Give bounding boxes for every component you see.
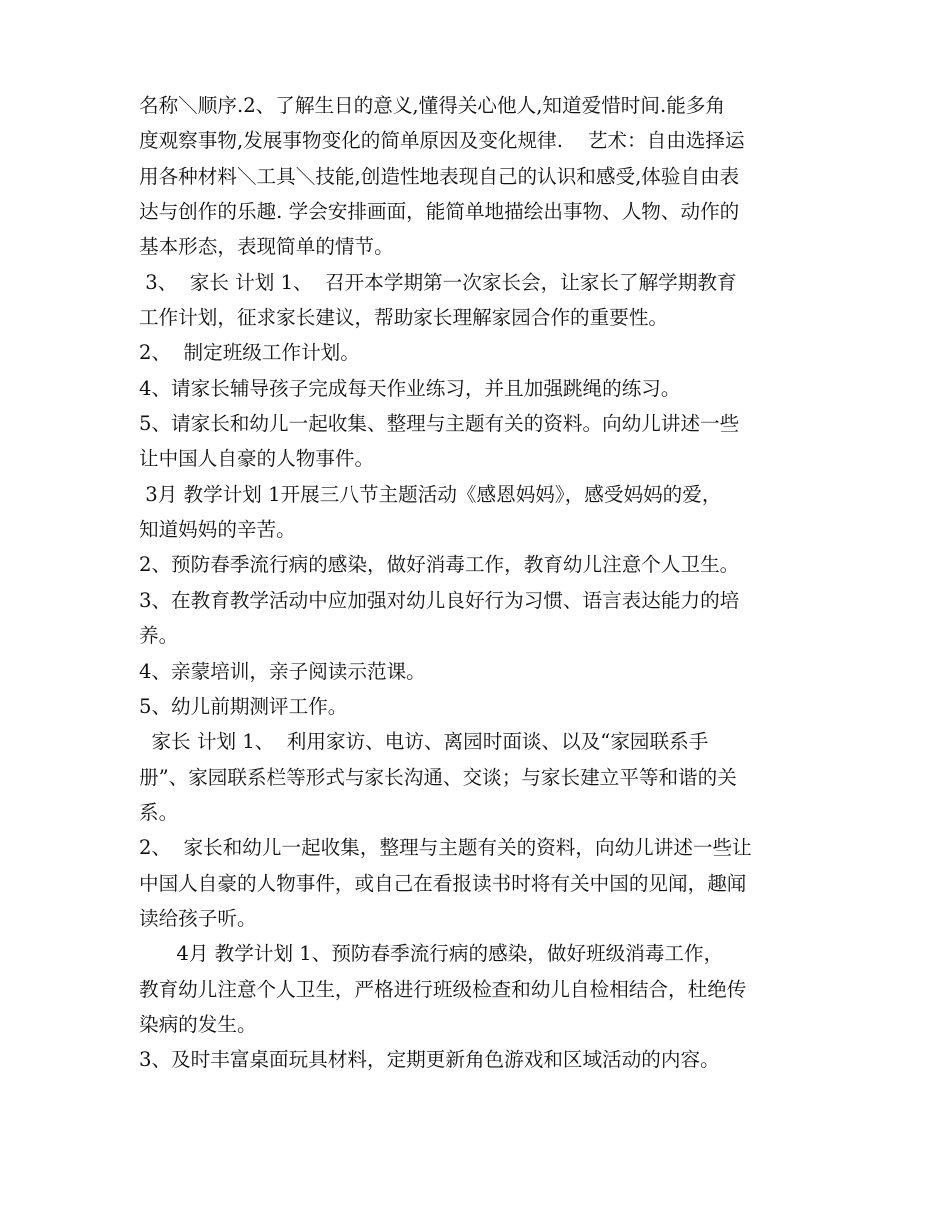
text-line: 4、亲蒙培训，亲子阅读示范课。 (139, 659, 426, 683)
text-line: 2、 制定班级工作计划。 (139, 341, 360, 365)
text-line: 5、幼儿前期测评工作。 (139, 694, 348, 718)
text-line: 教育幼儿注意个人卫生，严格进行班级检查和幼儿自检相结合，杜绝传 (139, 977, 747, 1001)
body-text (139, 88, 819, 1078)
text-line: 3月 教学计划 1开展三八节主题活动《感恩妈妈》，感受妈妈的爱， (139, 482, 722, 506)
text-line: 度观察事物,发展事物变化的简单原因及变化规律. 艺术：自由选择运 (139, 129, 745, 153)
text-line: 工作计划，征求家长建议，帮助家长理解家园合作的重要性。 (139, 306, 669, 330)
text-line: 系。 (139, 800, 179, 824)
text-line: 让中国人自豪的人物事件。 (139, 447, 375, 471)
text-line: 读给孩子听。 (139, 906, 257, 930)
text-line: 册”、家园联系栏等形式与家长沟通、交谈；与家长建立平等和谐的关 (139, 765, 737, 789)
text-line: 染病的发生。 (139, 1012, 257, 1036)
text-line: 养。 (139, 624, 179, 648)
text-line: 名称＼顺序.2、了解生日的意义,懂得关心他人,知道爱惜时间.能多角 (139, 94, 726, 117)
text-line: 3、及时丰富桌面玩具材料，定期更新角色游戏和区域活动的内容。 (139, 1048, 720, 1072)
text-line: 3、在教育教学活动中应加强对幼儿良好行为习惯、语言表达能力的培 (139, 588, 740, 612)
text-line: 2、 家长和幼儿一起收集，整理与主题有关的资料，向幼儿讲述一些让 (139, 836, 752, 860)
text-line: 3、 家长 计划 1、 召开本学期第一次家长会，让家长了解学期教育 (139, 270, 737, 294)
text-line: 4月 教学计划 1、预防春季流行病的感染，做好班级消毒工作， (139, 942, 724, 966)
text-line: 5、请家长和幼儿一起收集、整理与主题有关的资料。向幼儿讲述一些 (139, 412, 740, 436)
text-line: 4、请家长辅导孩子完成每天作业练习，并且加强跳绳的练习。 (139, 376, 681, 400)
text-line: 基本形态，表现简单的情节。 (139, 235, 394, 259)
text-line: 用各种材料＼工具＼技能,创造性地表现自己的认识和感受,体验自由表 (139, 164, 740, 188)
text-line: 2、预防春季流行病的感染，做好消毒工作，教育幼儿注意个人卫生。 (139, 553, 740, 577)
text-line: 中国人自豪的人物事件，或自己在看报读书时将有关中国的见闻，趣闻 (139, 871, 747, 895)
text-line: 家长 计划 1、 利用家访、电访、离园时面谈、以及“家园联系手 (139, 730, 709, 754)
text-line: 知道妈妈的辛苦。 (139, 518, 296, 542)
text-line: 达与创作的乐趣. 学会安排画面，能简单地描绘出事物、人物、动作的 (139, 200, 740, 224)
